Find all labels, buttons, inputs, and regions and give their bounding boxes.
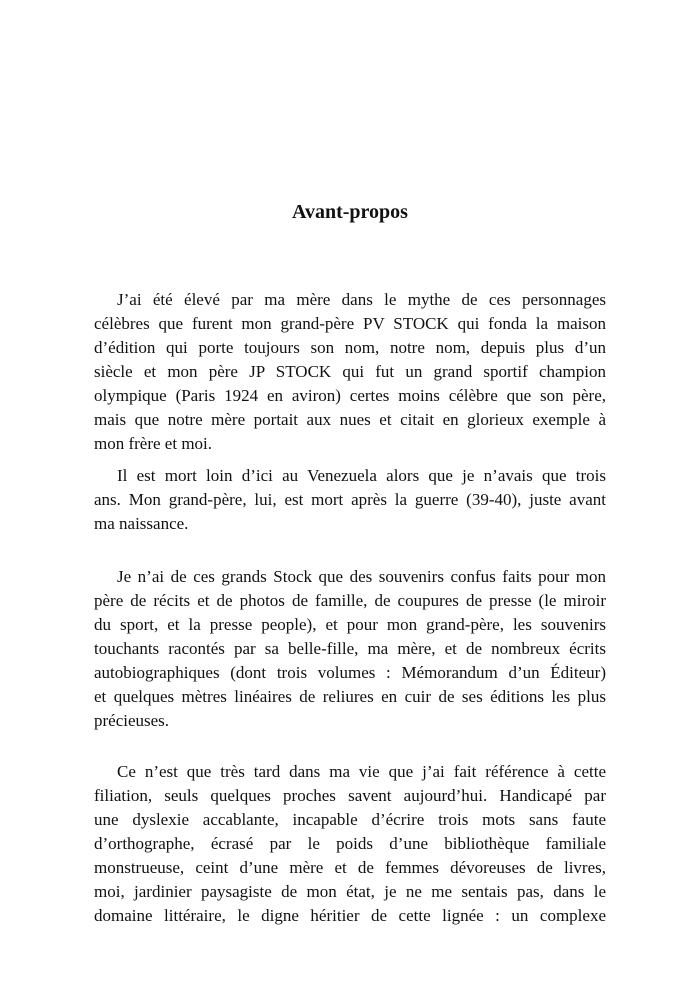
text-line: J’ai été élevé par ma mère dans le mythe de ces personnages <box>117 290 606 309</box>
text-line: autobiographiques (dont trois volumes : Mémorandum d’un Éditeur) <box>94 663 606 682</box>
text-line: Ce n’est que très tard dans ma vie que j’ai fait référence à cette <box>117 762 606 781</box>
text-line: du sport, et la presse people), et pour mon grand-père, les souvenirs <box>94 615 606 634</box>
paragraph-4 <box>94 760 606 928</box>
text-line: olympique (Paris 1924 en aviron) certes moins célèbre que son père, <box>94 386 606 405</box>
text-line: père de récits et de photos de famille, de coupures de presse (le miroir <box>94 591 606 610</box>
text-line: touchants racontés par sa belle-fille, ma mère, et de nombreux écrits <box>94 639 606 658</box>
text-line: d’orthographe, écrasé par le poids d’une bibliothèque familiale <box>94 834 606 853</box>
text-line: Je n’ai de ces grands Stock que des souvenirs confus faits pour mon <box>117 567 606 586</box>
text-line: siècle et mon père JP STOCK qui fut un grand sportif champion <box>94 362 606 381</box>
paragraph-3 <box>94 565 606 733</box>
text-line: Il est mort loin d’ici au Venezuela alors que je n’avais que trois <box>117 466 606 485</box>
text-line: mais que notre mère portait aux nues et citait en glorieux exemple à <box>94 410 606 429</box>
text-line: domaine littéraire, le digne héritier de cette lignée : un complexe <box>94 906 606 925</box>
paragraph-1 <box>94 288 606 456</box>
text-line: et quelques mètres linéaires de reliures en cuir de ses éditions les plus <box>94 687 606 706</box>
text-line: une dyslexie accablante, incapable d’écrire trois mots sans faute <box>94 810 606 829</box>
text-line: d’édition qui porte toujours son nom, notre nom, depuis plus d’un <box>94 338 606 357</box>
text-line: mon frère et moi. <box>94 434 213 453</box>
text-line: précieuses. <box>94 711 170 730</box>
paragraph-2 <box>94 464 606 536</box>
text-line: moi, jardinier paysagiste de mon état, je ne me sentais pas, dans le <box>94 882 606 901</box>
text-line: monstrueuse, ceint d’une mère et de femmes dévoreuses de livres, <box>94 858 606 877</box>
text-line: filiation, seuls quelques proches savent aujourd’hui. Handicapé par <box>94 786 606 805</box>
page-title: Avant-propos <box>292 201 408 223</box>
text-line: ans. Mon grand-père, lui, est mort après la guerre (39-40), juste avant <box>94 490 606 509</box>
text-line: ma naissance. <box>94 514 189 533</box>
text-line: célèbres que furent mon grand-père PV STOCK qui fonda la maison <box>94 314 606 333</box>
